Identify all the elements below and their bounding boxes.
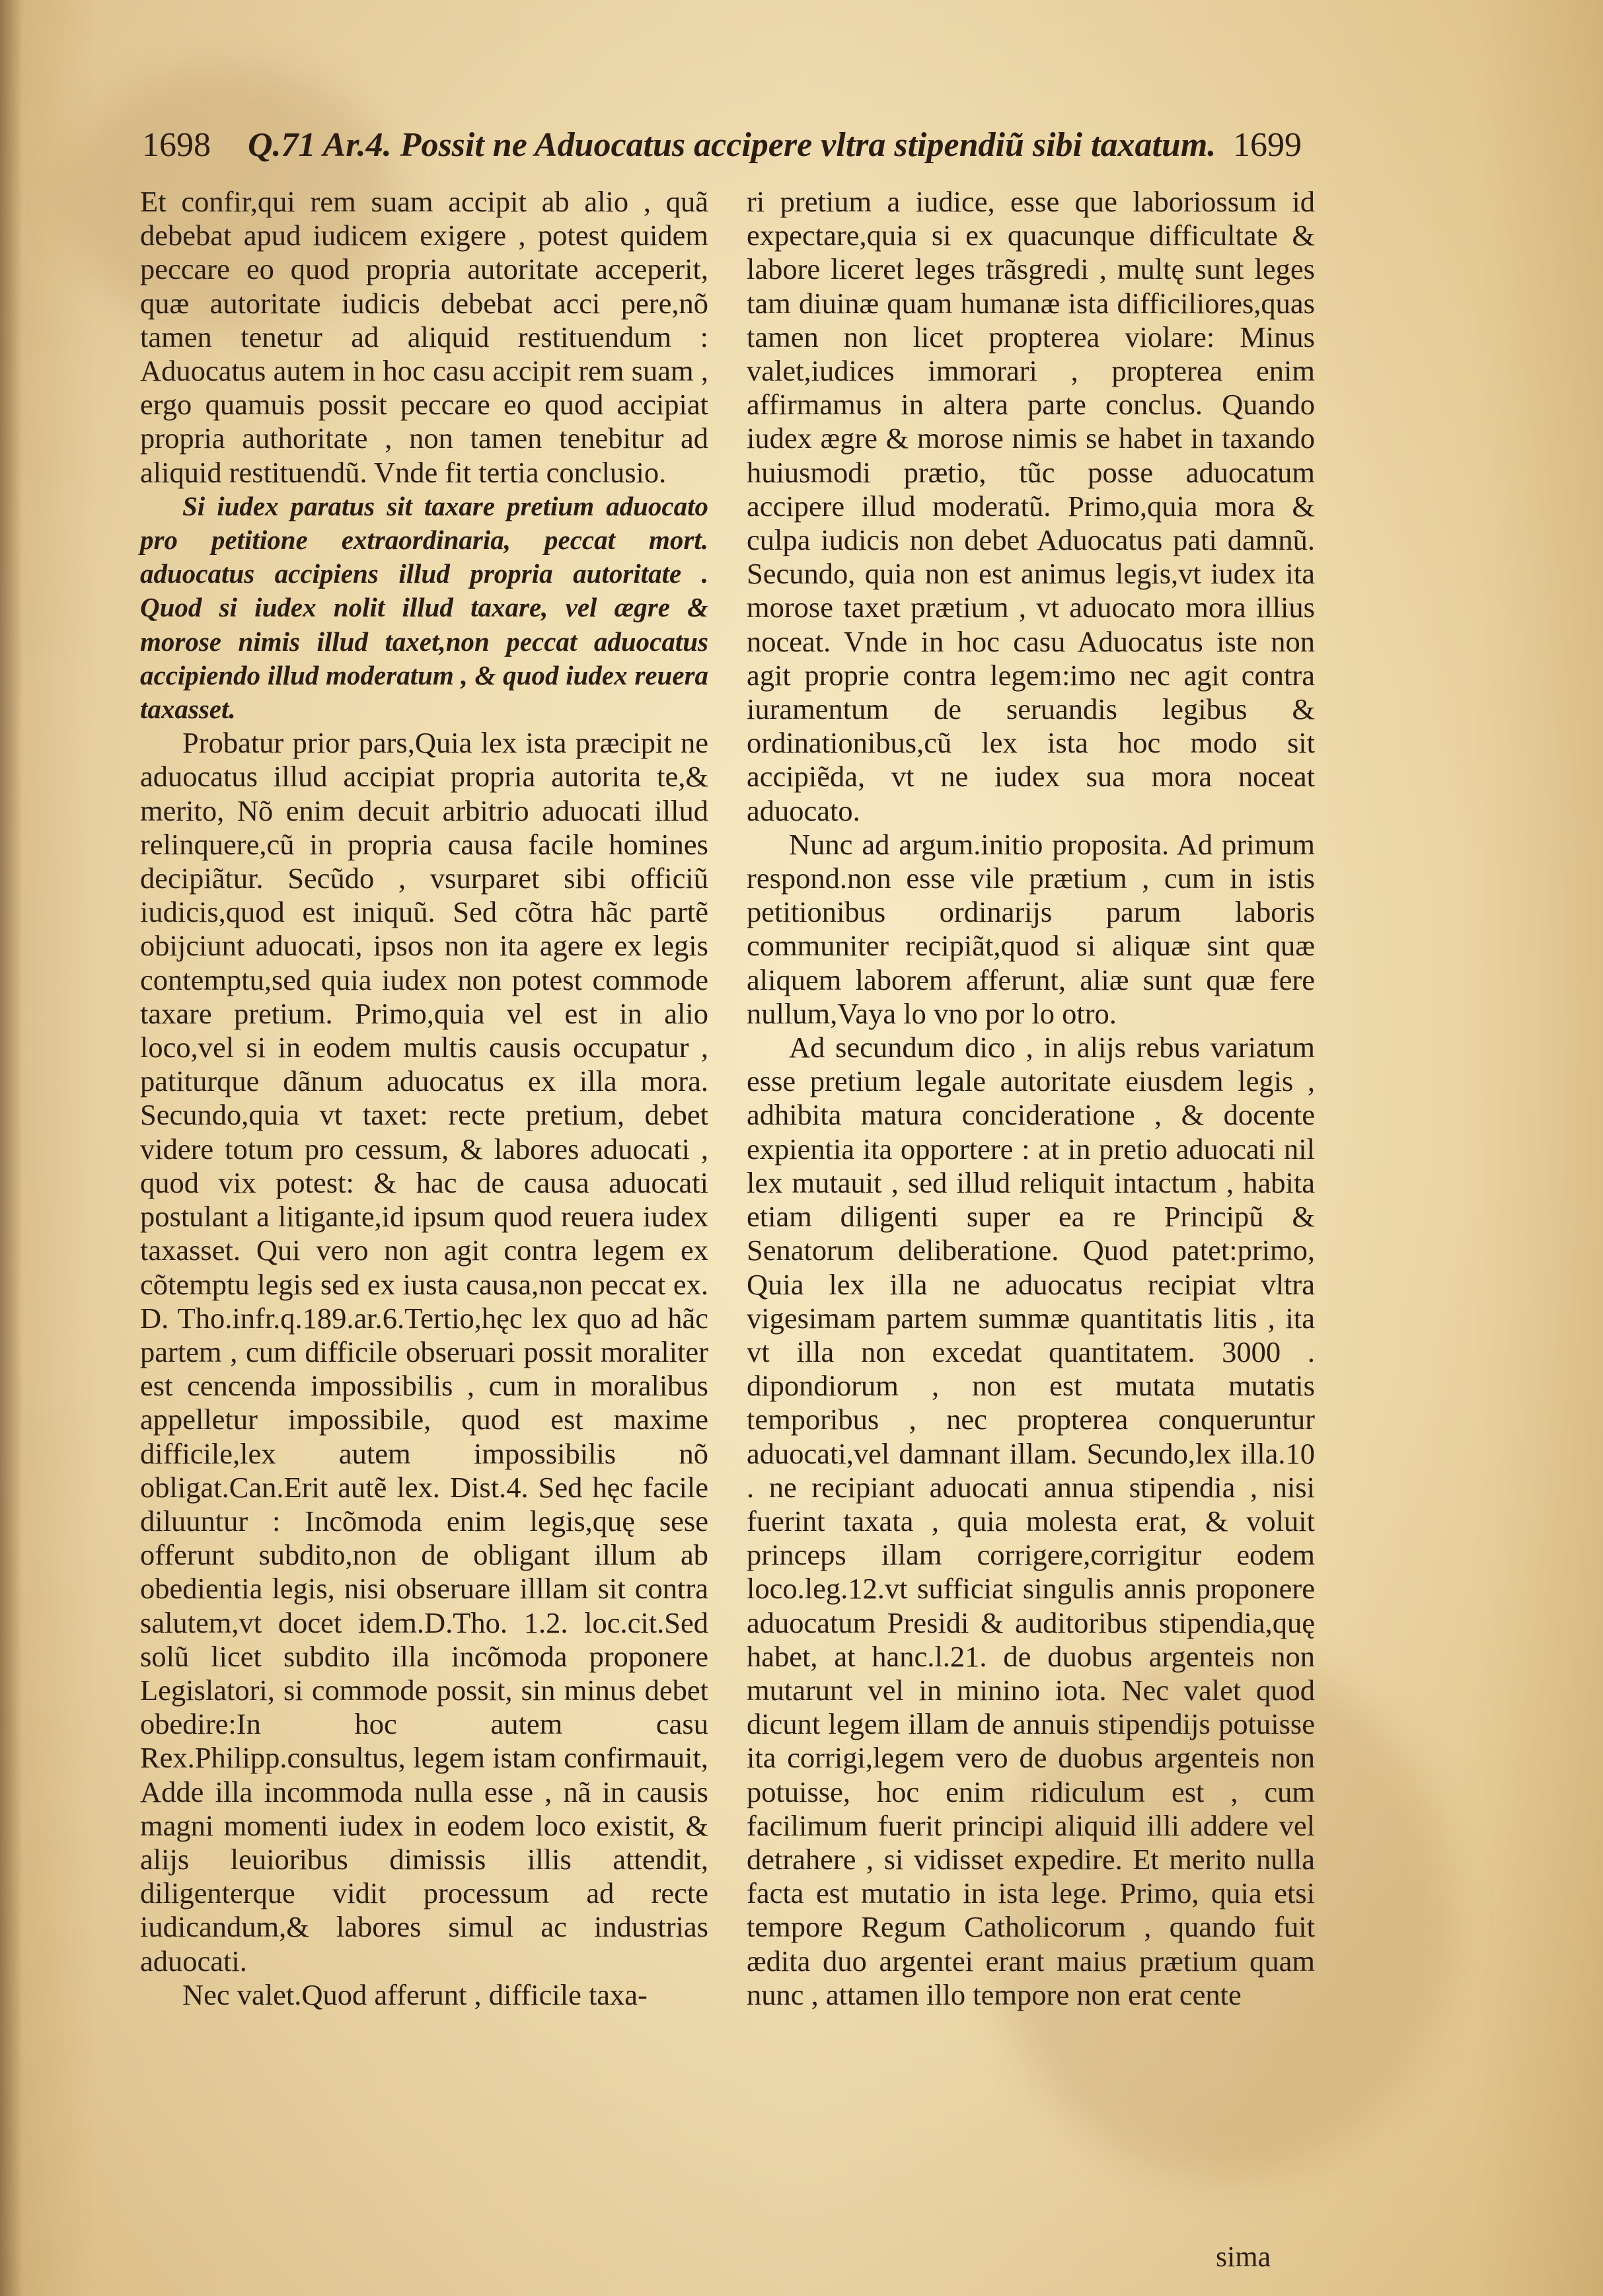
paragraph: Nunc ad argum.initio proposita. Ad primum respond.non esse vile prætium , cum in istis petitionibus ordinarijs parum laboris communiter recipiãt,quod si aliquæ sint quæ aliquem laborem afferunt, aliæ sunt quæ fere nullum,Vaya lo vno por lo otro. (747, 827, 1315, 1030)
page-number-right: 1699 (1233, 126, 1302, 164)
catchword: sima (1216, 2240, 1271, 2273)
right-column (747, 185, 1315, 2012)
paragraph: Ad secundum dico , in alijs rebus variatum esse pretium legale autoritate eiusdem legis , adhibita matura concideratione , & docente expientia ita opportere : at in pretio aduocati nil lex mutauit , sed illud reliquit intactum , habita etiam diligenti super ea re Principũ & Senatorum deliberatione. Quod patet:primo, Quia lex illa ne aduocatus recipiat vltra vigesimam partem summæ quantitatis litis , ita vt illa non excedat quantitatem. 3000 . dipondiorum , non est mutata mutatis temporibus , nec propterea conqueruntur aduocati,vel damnant illam. Secundo,lex illa.10 . ne recipiant aduocati annua stipendia , nisi fuerint taxata , quia molesta erat, & voluit princeps illam corrigere,corrigitur eodem loco.leg.12.vt sufficiat singulis annis proponere aduocatum Presidi & auditoribus stipendia,quę habet, at hanc.l.21. de duobus argenteis non mutarunt vel in minino iota. Nec valet quod dicunt legem illam de annuis stipendijs potuisse ita corrigi,legem vero de duobus argenteis non potuisse, hoc enim ridiculum est , cum facilimum fuerit principi aliquid illi addere vel detrahere , si vidisset expedire. Et merito nulla facta est mutatio in ista lege. Primo, quia etsi tempore Regum Catholicorum , quando fuit ædita duo argentei erant maius prætium quam nunc , attamen illo tempore non erat cente (747, 1031, 1315, 2011)
conclusion-paragraph: Si iudex paratus sit taxare pretium aduocato pro petitione extraordinaria, peccat mort. aduocatus accipiens illud propria autoritate . Quod si iudex nolit illud taxare, vel ægre & morose nimis illud taxet,non peccat aduocatus accipiendo illud moderatum , & quod iudex reuera taxasset. (140, 490, 708, 725)
left-column (140, 185, 708, 2012)
paragraph: Et confir,qui rem suam accipit ab alio , quã debebat apud iudicem exigere , potest quidem peccare eo quod propria autoritate acceperit, quæ autoritate iudicis debebat acci pere,nõ tamen tenetur ad aliquid restituendum : Aduocatus autem in hoc casu accipit rem suam , ergo quamuis possit peccare eo quod accipiat propria authoritate , non tamen tenebitur ad aliquid restituendũ. Vnde fit tertia conclusio. (140, 185, 708, 489)
paragraph: Probatur prior pars,Quia lex ista præcipit ne aduocatus illud accipiat propria autorita te,& merito, Nõ enim decuit arbitrio aduocati illud relinquere,cũ in propria causa facile homines decipiãtur. Secũdo , vsurparet sibi officiũ iudicis,quod est iniquũ. Sed cõtra hãc partẽ obijciunt aduocati, ipsos non ita agere ex legis contemptu,sed quia iudex non potest commode taxare pretium. Primo,quia vel est in alio loco,vel si in eodem multis causis occupatur , patiturque dãnum aduocatus ex illa mora. Secundo,quia vt taxet: recte pretium, debet videre totum pro cessum, & labores aduocati , quod vix potest: & hac de causa aduocati postulant a litigante,id ipsum quod reuera iudex taxasset. Qui vero non agit contra legem ex cõtemptu legis sed ex iusta causa,non peccat ex. D. Tho.infr.q.189.ar.6.Tertio,hęc lex quo ad hãc partem , cum difficile obseruari possit moraliter est cencenda impossibilis , cum in moralibus appelletur impossibile, quod est maxime difficile,lex autem impossibilis nõ obligat.Can.Erit autẽ lex. Dist.4. Sed hęc facile diluuntur : Incõmoda enim legis,quę sese offerunt subdito,non de obligant illum ab obedientia legis, nisi obseruare illlam sit contra salutem,vt docet idem.D.Tho. 1.2. loc.cit.Sed solũ licet subdito illa incõmoda proponere Legislatori, si commode possit, sin minus debet obedire:In hoc autem casu Rex.Philipp.consultus, legem istam confirmauit, Adde illa incommoda nulla esse , nã in causis magni momenti iudex in eodem loco existit, & alijs leuioribus dimissis illis attendit, diligenterque vidit processum ad recte iudicandum,& labores simul ac industrias aduocati. (140, 726, 708, 1978)
paragraph: Nec valet.Quod afferunt , difficile taxa- (182, 1978, 648, 2011)
binding-edge (0, 0, 22, 2296)
running-title: Q.71 Ar.4. Possit ne Aduocatus accipere vltra stipendiũ sibi taxatum. (248, 126, 1216, 164)
page-number-left: 1698 (142, 126, 211, 164)
running-header (142, 119, 1302, 172)
paragraph: ri pretium a iudice, esse que laboriossum id expectare,quia si ex quacunque difficultate & labore liceret leges trãsgredi , multę sunt leges tam diuinæ quam humanæ ista difficiliores,quas tamen non licet propterea violare: Minus valet,iudices immorari , propterea enim affirmamus in altera parte conclus. Quando iudex ægre & morose nimis se habet in taxando huiusmodi prætio, tũc posse aduocatum accipere illud moderatũ. Primo,quia mora & culpa iudicis non debet Aduocatus pati damnũ. Secundo, quia non est animus legis,vt iudex ita morose taxet prætium , vt aduocato mora illius noceat. Vnde in hoc casu Aduocatus iste non agit proprie contra legem:imo nec agit contra iuramentum de seruandis legibus & ordinationibus,cũ lex ista hoc modo sit accipiẽda, vt ne iudex sua mora noceat aduocato. (747, 185, 1315, 827)
